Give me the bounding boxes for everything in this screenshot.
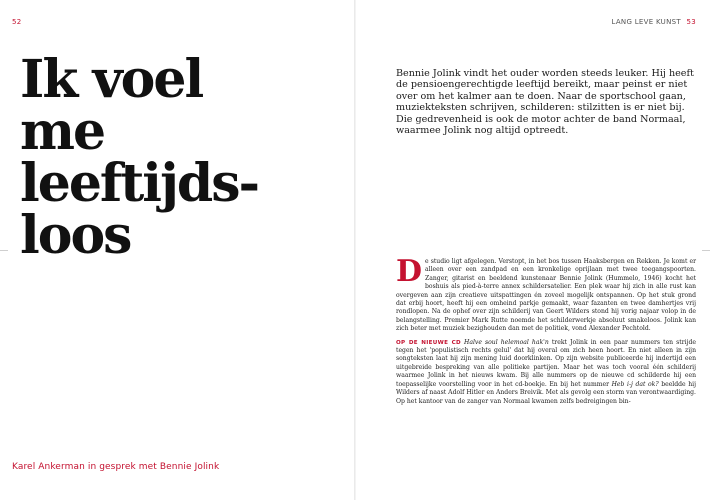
right-page-number: 53	[686, 18, 696, 26]
headline-line-4: loos	[20, 205, 131, 266]
cd-title: Halve soul helemoal hak'n	[464, 338, 549, 346]
headline-line-1: Ik voel	[20, 49, 203, 110]
right-page	[356, 0, 710, 500]
section-kicker: OP DE NIEUWE CD	[396, 339, 461, 346]
article-body	[396, 254, 697, 411]
article-headline	[20, 49, 340, 266]
body-paragraph-1	[396, 254, 696, 334]
body-paragraph-2-text-b: beeldde hij Wilders af naast Adolf Hitler en Anders Breivik. Met als gevolg een storm van verontwaardiging. Op het kantoor van de zanger van Normaal kwamen zelfs bedreigingen bin-	[396, 380, 696, 405]
section-label: LANG LEVE KUNST	[611, 18, 681, 26]
headline-line-2: me	[20, 101, 105, 162]
song-title: Heb i-j dat ok?	[611, 380, 659, 388]
headline-line-3: leeftijds-	[20, 153, 259, 214]
drop-cap: D	[396, 254, 423, 289]
left-page	[0, 0, 354, 500]
crop-mark-right	[702, 250, 710, 251]
article-byline: Karel Ankerman in gesprek met Bennie Jolink	[12, 462, 220, 472]
right-page-folio	[611, 18, 696, 26]
body-paragraph-2	[396, 339, 696, 406]
article-intro: Bennie Jolink vindt het ouder worden steeds leuker. Hij heeft de pensioengerechtigde leeftijd bereikt, maar peinst er niet over om het kalmer aan te doen. Naar de sportschool gaan, muziekteksten schrijven, schilderen: stilzitten is er niet bij. Die gedrevenheid is ook de motor achter de band Normaal, waarmee Jolink nog altijd optreedt.	[396, 68, 694, 137]
body-paragraph-1-text: e studio ligt afgelegen. Verstopt, in het bos tussen Haaksbergen en Rekken. Je komt er alleen over een zandpad en een kronkelige oprijlaan met twee toegangspoorten. Zanger, gitarist en beeldend kunstenaar Bennie Jolink (Hummelo, 1946) kocht het boshuis als pied-à-terre annex schildersatelier. Een plek waar hij zich in alle rust kan overgeven aan zijn creatieve uitspattingen én zoveel mogelijk ontspannen. Op het stuk grond dat erbij hoort, heeft hij een omheind parkje gemaakt, waar fazanten en twee damhertjes vrij rondlopen. Na de ophef over zijn schilderij van Geert Wilders stond hij vorig najaar volop in de belangstelling. Premier Mark Rutte noemde het schilderwerkje absoluut smakeloos. Jolink kan zich beter met muziek bezighouden dan met de politiek, vond Alexander Pechtold.	[396, 258, 696, 333]
body-paragraph-2-text-a: trekt Jolink in een paar nummers ten strijde tegen het 'populistisch rechts gelul' dat hij overal om zich heen hoort. En niet alleen in zijn songteksten laat hij zijn mening luid doorklinken. Op zijn website publiceerde hij indertijd een uitgebreide bespreking van alle politieke partijen. Maar het was toch vooral één schilderij waarmee Jolink in het nieuws kwam. Bij alle nummers op de nieuwe cd schilderde hij een toepasselijke voorstelling voor in het cd-boekje. En bij het nummer	[396, 338, 697, 388]
left-page-number: 52	[12, 18, 22, 26]
crop-mark-left	[0, 250, 8, 251]
left-page-folio	[12, 18, 22, 26]
